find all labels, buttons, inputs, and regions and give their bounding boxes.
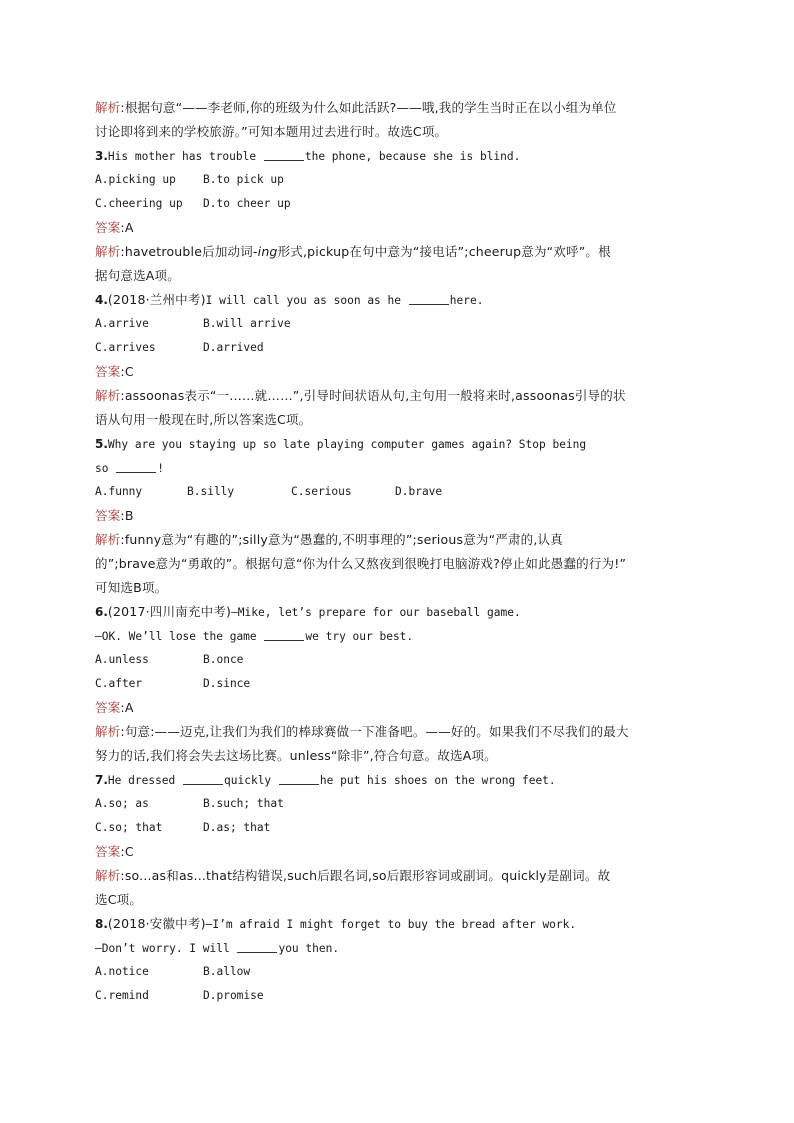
answer-label: 答案: [95, 220, 121, 235]
analysis-line: 努力的话,我们将会失去这场比赛。unless“除非”,符合句意。故选A项。: [95, 748, 497, 763]
answer-line: 答案:A: [95, 220, 134, 235]
analysis-line: 选C项。: [95, 892, 143, 907]
options-row: [95, 312, 705, 336]
answer-line: 答案:C: [95, 844, 134, 859]
question-3: 3.His mother has trouble the phone, because she is blind.: [95, 149, 521, 163]
options-row: [95, 192, 705, 216]
answer-line: 答案:B: [95, 508, 134, 523]
option-b: B.will arrive: [203, 317, 291, 330]
option-d: D.arrived: [203, 341, 264, 354]
analysis-line: 可知选B项。: [95, 580, 168, 595]
question-8-cont: —Don’t worry. I will you then.: [95, 942, 340, 955]
question-source: (2018·兰州中考): [107, 292, 206, 307]
options-row: [95, 648, 705, 672]
analysis-label: 解析: [95, 388, 121, 403]
option-b: B.once: [203, 653, 244, 666]
answer-line: 答案:A: [95, 700, 134, 715]
answer-line: 答案:C: [95, 364, 134, 379]
analysis-line: 解析:funny意为“有趣的”;silly意为“愚蠢的,不明事理的”;serious意为“严肃的,认真: [95, 532, 563, 547]
answer-label: 答案: [95, 844, 121, 859]
option-c: C.after: [95, 677, 143, 690]
question-number: 6.: [95, 605, 108, 619]
options-row: [95, 672, 705, 696]
option-a: A.so; as: [95, 797, 149, 810]
analysis-line: 解析:havetrouble后加动词-ing形式,pickup在句中意为“接电话”;cheerup意为“欢呼”。根: [95, 244, 611, 259]
answer-blank: [279, 772, 319, 785]
analysis-line: 解析:so...as和as...that结构错误,such后跟名词,so后跟形容词或副词。quickly是副词。故: [95, 868, 611, 883]
question-8: 8.(2018·安徽中考)—I’m afraid I might forget to buy the bread after work.: [95, 916, 577, 931]
question-5-cont: so !: [95, 462, 164, 475]
options-row: [95, 816, 705, 840]
question-number: 3.: [95, 149, 108, 163]
exercise-page: [95, 96, 705, 1008]
options-row: [95, 336, 705, 360]
option-c: C.serious: [291, 485, 352, 498]
answer-blank: [409, 292, 449, 305]
options-row: [95, 168, 705, 192]
answer-label: 答案: [95, 364, 121, 379]
question-number: 8.: [95, 917, 108, 931]
option-b: B.to pick up: [203, 173, 284, 186]
option-a: A.unless: [95, 653, 149, 666]
analysis-label: 解析: [95, 532, 121, 547]
option-d: D.brave: [395, 485, 443, 498]
answer-blank: [237, 940, 277, 953]
analysis-label: 解析: [95, 244, 121, 259]
analysis-label: 解析: [95, 868, 121, 883]
option-a: A.arrive: [95, 317, 149, 330]
question-5: 5.Why are you staying up so late playing computer games again? Stop being: [95, 437, 587, 451]
answer-label: 答案: [95, 508, 121, 523]
analysis-line: 解析:句意:——迈克,让我们为我们的棒球赛做一下准备吧。——好的。如果我们不尽我们的最大: [95, 724, 629, 739]
option-d: D.as; that: [203, 821, 271, 834]
answer-blank: [264, 628, 304, 641]
options-row: [95, 960, 705, 984]
option-b: B.such; that: [203, 797, 284, 810]
options-row: [95, 480, 705, 504]
option-b: B.silly: [187, 485, 235, 498]
options-row: [95, 792, 705, 816]
option-c: C.remind: [95, 989, 149, 1002]
question-6-cont: —OK. We’ll lose the game we try our best.: [95, 630, 414, 643]
question-number: 7.: [95, 773, 108, 787]
option-b: B.allow: [203, 965, 251, 978]
question-source: (2018·安徽中考): [107, 916, 206, 931]
analysis-line: 的”;brave意为“勇敢的”。根据句意“你为什么又熬夜到很晚打电脑游戏?停止如此愚蠢的行为!”: [95, 556, 627, 571]
answer-label: 答案: [95, 700, 121, 715]
analysis-label: 解析: [95, 724, 121, 739]
option-c: C.cheering up: [95, 197, 183, 210]
question-number: 5.: [95, 437, 108, 451]
analysis-line: 讨论即将到来的学校旅游。”可知本题用过去进行时。故选C项。: [95, 124, 448, 139]
analysis-line: 据句意选A项。: [95, 268, 180, 283]
option-a: A.notice: [95, 965, 149, 978]
question-source: (2017·四川南充中考): [107, 604, 232, 619]
option-a: A.funny: [95, 485, 143, 498]
question-7: 7.He dressed quickly he put his shoes on the wrong feet.: [95, 773, 556, 787]
analysis-line: 解析:assoonas表示“一……就……”,引导时间状语从句,主句用一般将来时,assoonas引导的状: [95, 388, 626, 403]
option-d: D.to cheer up: [203, 197, 291, 210]
analysis-line: 解析:根据句意“——李老师,你的班级为什么如此活跃?——哦,我的学生当时正在以小组为单位: [95, 100, 617, 115]
answer-blank: [116, 460, 156, 473]
option-d: D.promise: [203, 989, 264, 1002]
question-6: 6.(2017·四川南充中考)—Mike, let’s prepare for our baseball game.: [95, 604, 521, 619]
analysis-line: 语从句用一般现在时,所以答案选C项。: [95, 412, 312, 427]
option-a: A.picking up: [95, 173, 176, 186]
question-number: 4.: [95, 293, 108, 307]
options-row: [95, 984, 705, 1008]
option-d: D.since: [203, 677, 251, 690]
question-4: 4.(2018·兰州中考)I will call you as soon as he here.: [95, 292, 484, 307]
option-c: C.arrives: [95, 341, 156, 354]
analysis-label: 解析: [95, 100, 121, 115]
option-c: C.so; that: [95, 821, 163, 834]
answer-blank: [264, 148, 304, 161]
answer-blank: [183, 772, 223, 785]
